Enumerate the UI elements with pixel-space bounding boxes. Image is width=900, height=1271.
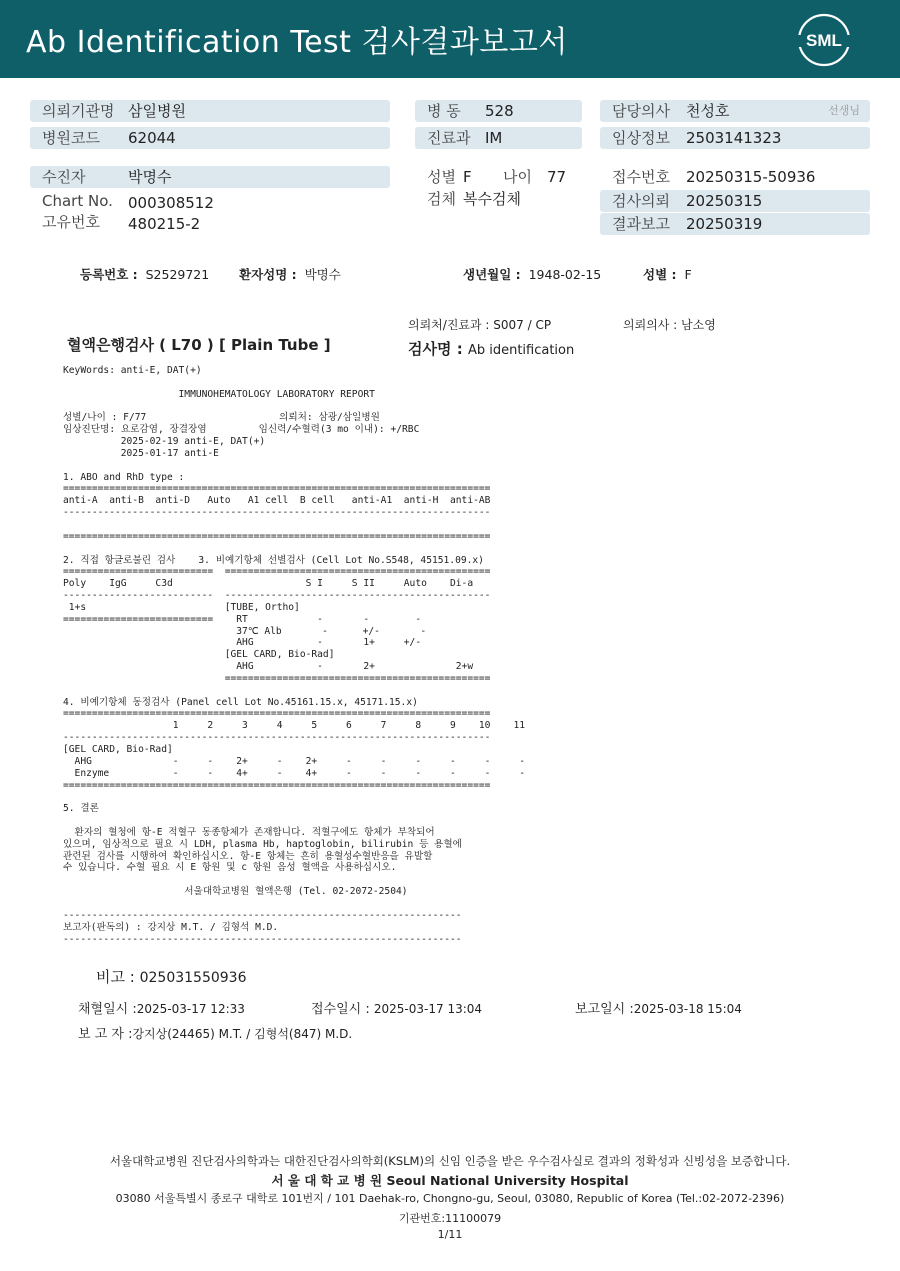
doctor-suffix: 선생님: [828, 104, 860, 117]
ward-label: 병 동: [427, 102, 461, 120]
chart-value: 000308512: [128, 194, 214, 212]
sml-logo-icon: [797, 13, 851, 67]
report-time-label: 보고일시 :: [575, 1002, 634, 1017]
patient-row: [30, 166, 390, 188]
test-name-value: Ab identification: [467, 343, 575, 358]
reg-no-value: S2529721: [145, 267, 210, 282]
specimen-label: 검체: [427, 190, 456, 208]
reg-name-label: 환자성명 :: [239, 267, 297, 282]
receipt-value: 20250315-50936: [686, 168, 816, 186]
clinical-value: 2503141323: [686, 129, 782, 147]
request-value: 20250315: [686, 192, 763, 210]
institution-row: [30, 100, 390, 122]
ward-row: [415, 100, 582, 122]
specimen-value: 복수검체: [463, 190, 521, 208]
receipt-label: 접수번호: [612, 168, 670, 186]
patient-value: 박명수: [128, 168, 172, 186]
certification-text: 서울대학교병원 진단검사의학과는 대한진단검사의학회(KSLM)의 신임 인증을 받은 우수검사실로 결과의 정확성과 신빙성을 보증합니다.: [109, 1154, 791, 1168]
reg-dob: [463, 265, 601, 283]
report-body: KeyWords: anti-E, DAT(+) IMMUNOHEMATOLOGY LABORATORY REPORT 성별/나이 : F/77 의뢰처: 삼광/삼일병원 임상진단명: 요로감염, 장결장염 임신력/수혈력(3 mo 이내): +/RBC 2025-02-19 anti-E, DAT(+) 2025-01-17 anti-E 1. ABO and RhD type : ========================================================================== anti-A anti-B anti-D Auto A1 cell B cell anti-A1 anti-H anti-AB -------------------------------------------------------------------------- ========================================================================== 2. 직접 항글로불린 검사 3. 비예기항체 선별검사 (Cell Lot No.S548, 45151.09.x) ========================== ============================================== Poly IgG C3d S I S II Auto Di-a -------------------------- ---------------------------------------------- 1+s [TUBE, Ortho] ========================== RT - - - 37℃ Alb - +/- - AHG - 1+ +/- [GEL CARD, Bio-Rad] AHG - 2+ 2+w ============================================== 4. 비예기항체 동정검사 (Panel cell Lot No.45161.15.x, 45171.15.x) ========================================================================== 1 2 3 4 5 6 7 8 9 10 11 -------------------------------------------------------------------------- [GEL CARD, Bio-Rad] AHG - - 2+ - 2+ - - - - - - Enzyme - - 4+ - 4+ - - - - - - ========================================================================== 5. 결론 환자의 혈청에 항-E 적혈구 동종항체가 존재합니다. 적혈구에도 항체가 부착되어 있으며, 임상적으로 필요 시 LDH, plasma Hb, haptoglobin, bilirubin 등 용혈에 관련된 검사를 시행하여 확인하십시오. 항-E 항체는 흔히 용혈성수혈반응을 유발할 수 있습니다. 수혈 필요 시 E 항원 및 c 항원 음성 혈액을 사용하십시오. 서울대학교병원 혈액은행 (Tel. 02-2072-2504) --------------------------------------------------------------------- 보고자(판독의) : 강지상 M.T. / 김형석 M.D. ---------------------------------------------------------------------: [63, 365, 526, 945]
remark-value: 025031550936: [139, 970, 247, 986]
age-value: 77: [547, 168, 567, 186]
referrer: 의뢰처/진료과 : S007 / CP: [408, 318, 552, 332]
test-name-label: 검사명 :: [408, 340, 463, 358]
result-value: 20250319: [686, 215, 763, 233]
reg-sex-label: 성별 :: [643, 267, 677, 282]
hospital-address: 03080 서울특별시 종로구 대학로 101번지 / 101 Daehak-ro, Chongno-gu, Seoul, 03080, Republic of Korea (Tel.:02-2072-2396): [115, 1192, 785, 1205]
reg-no-label: 등록번호 :: [80, 267, 138, 282]
hospital-code-label: 병원코드: [42, 129, 100, 147]
reg-name-value: 박명수: [304, 267, 341, 282]
test-name-row: [408, 338, 574, 359]
collect-row: [78, 998, 245, 1017]
reg-name: [239, 265, 341, 283]
collect-label: 채혈일시 :: [78, 1002, 137, 1017]
receive-value: 2025-03-17 13:04: [373, 1002, 483, 1016]
remark-row: [96, 966, 246, 987]
department-label: 진료과: [427, 129, 471, 147]
specimen-row: [415, 188, 582, 210]
clinical-row: [600, 127, 870, 149]
report-time-row: [575, 998, 742, 1017]
sex-label: 성별: [427, 168, 456, 186]
result-row: [600, 213, 870, 235]
collect-value: 2025-03-17 12:33: [136, 1002, 245, 1016]
age-label: 나이: [503, 168, 532, 186]
patient-label: 수진자: [42, 168, 86, 186]
hospital-name: 서 울 대 학 교 병 원 Seoul National University Hospital: [271, 1173, 629, 1188]
reg-dob-value: 1948-02-15: [528, 267, 602, 282]
referring-doctor: 의뢰의사 : 남소영: [623, 318, 716, 332]
doctor-value: 천성호: [686, 102, 730, 120]
hospital-code-row: [30, 127, 390, 149]
unique-label: 고유번호: [42, 213, 100, 231]
test-title: 혈액은행검사 ( L70 ) [ Plain Tube ]: [67, 336, 331, 354]
report-time-value: 2025-03-18 15:04: [633, 1002, 742, 1016]
logo-text: SML: [806, 31, 842, 50]
sex-age-row: [415, 166, 582, 188]
reporter-value: 강지상(24465) M.T. / 김형석(847) M.D.: [132, 1027, 353, 1041]
receive-row: [311, 998, 482, 1017]
institution-value: 삼일병원: [128, 102, 186, 120]
sml-logo: [797, 13, 851, 67]
reporter-row: [78, 1023, 352, 1042]
result-label: 결과보고: [612, 215, 670, 233]
department-row: [415, 127, 582, 149]
hospital-code-value: 62044: [128, 129, 176, 147]
reg-no: [80, 265, 209, 283]
unique-row: [30, 211, 390, 233]
doctor-row: [600, 100, 870, 122]
reg-sex-value: F: [684, 267, 692, 282]
department-value: IM: [485, 129, 503, 147]
page-number: 1/11: [437, 1228, 463, 1241]
report-title: Ab Identification Test 검사결과보고서: [26, 25, 568, 60]
reg-sex: [643, 265, 692, 283]
receipt-row: [600, 166, 870, 188]
request-label: 검사의뢰: [612, 192, 670, 210]
request-row: [600, 190, 870, 212]
org-number: 기관번호:11100079: [398, 1212, 502, 1225]
unique-value: 480215-2: [128, 215, 201, 233]
ward-value: 528: [485, 102, 514, 120]
reporter-label: 보 고 자 :: [78, 1027, 133, 1042]
chart-row: [30, 190, 390, 212]
institution-label: 의뢰기관명: [42, 102, 115, 120]
reg-dob-label: 생년월일 :: [463, 267, 521, 282]
clinical-label: 임상정보: [612, 129, 670, 147]
report-header: [0, 0, 900, 78]
receive-label: 접수일시 :: [311, 1002, 370, 1017]
sex-value: F: [463, 168, 472, 186]
remark-label: 비고 :: [96, 968, 135, 986]
chart-label: Chart No.: [42, 192, 113, 210]
doctor-label: 담당의사: [612, 102, 670, 120]
